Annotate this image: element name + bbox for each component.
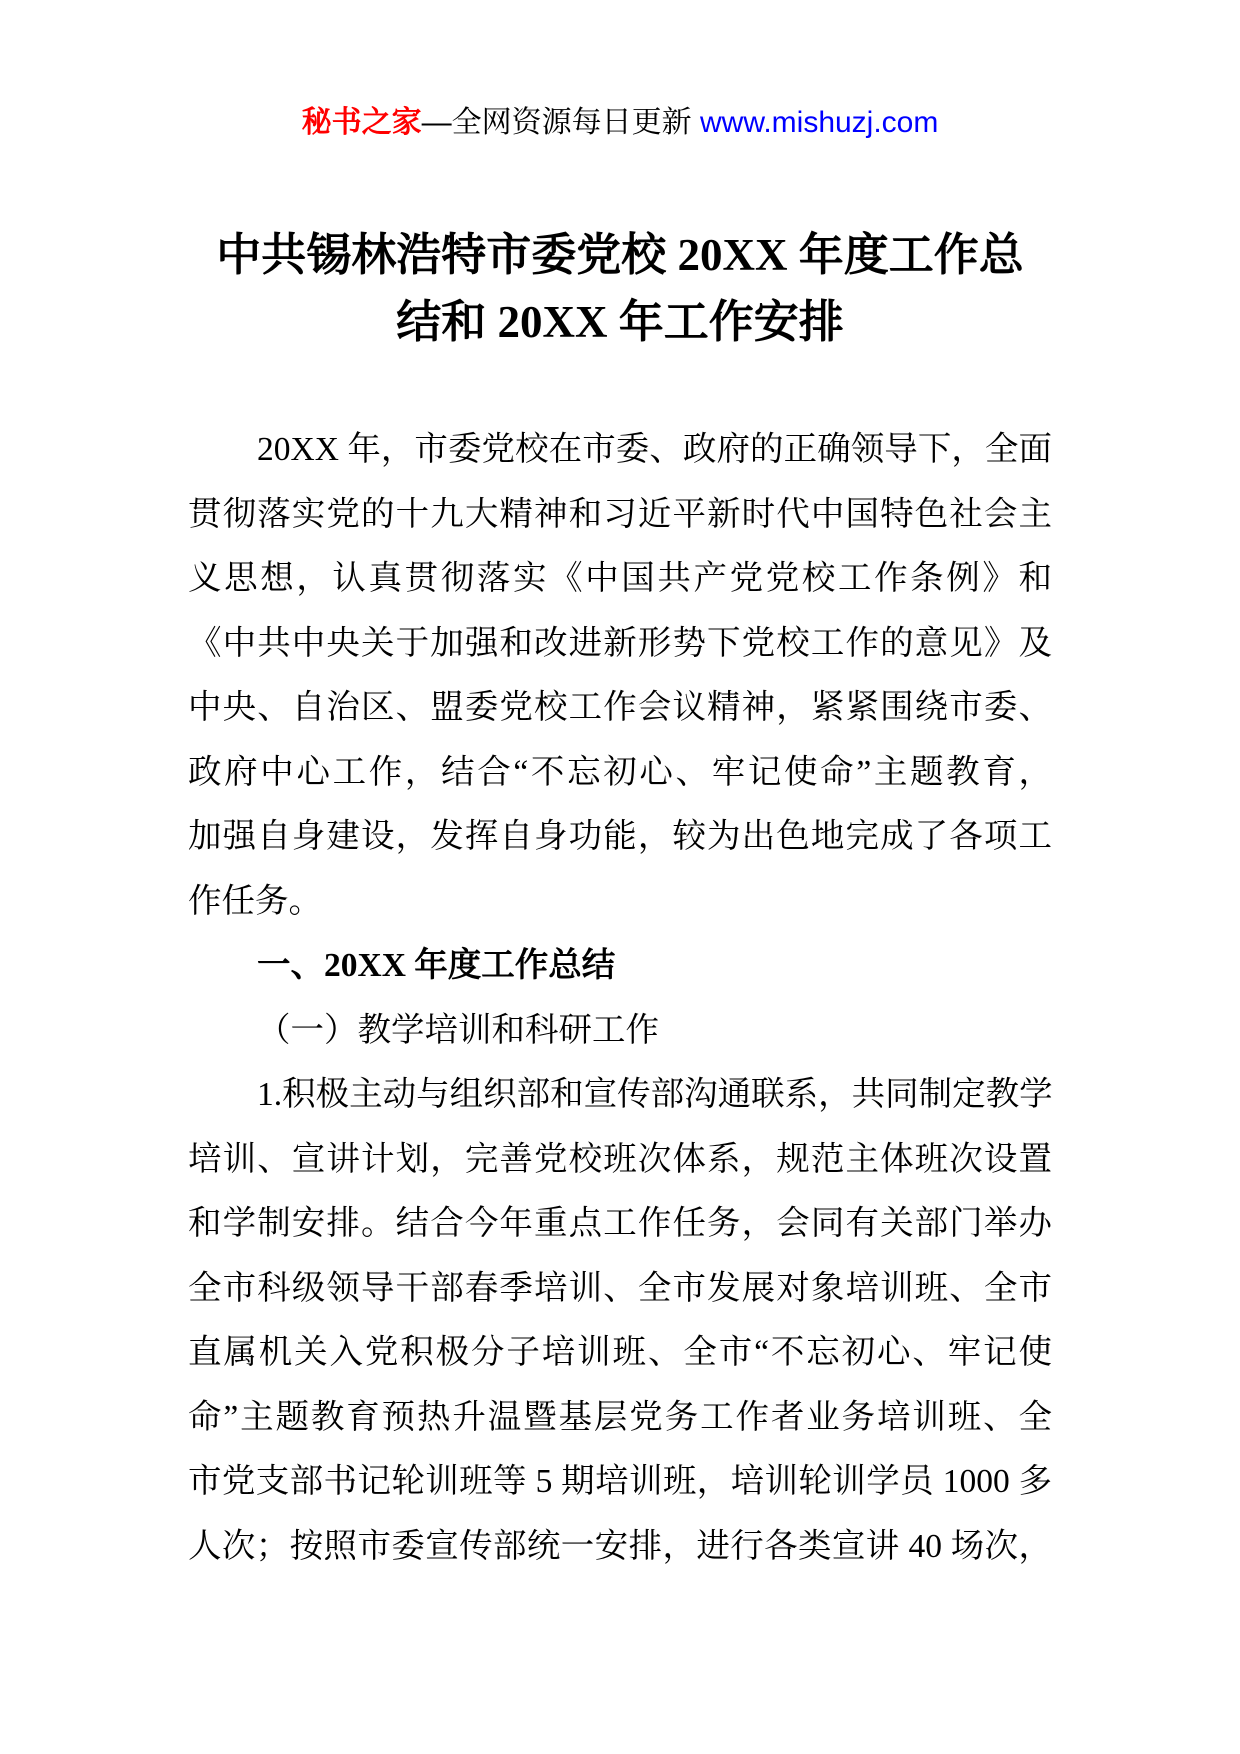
paragraph-line: 中央、自治区、盟委党校工作会议精神，紧紧围绕市委、 (188, 689, 1052, 726)
paragraph-line: 义思想，认真贯彻落实《中国共产党党校工作条例》和 (188, 560, 1052, 597)
title-line: 中共锡林浩特市委党校 20XX 年度工作总 (216, 230, 1024, 280)
item-paragraph (188, 1063, 1052, 1579)
document-title (150, 222, 1090, 356)
paragraph-line: 和学制安排。结合今年重点工作任务，会同有关部门举办 (188, 1205, 1052, 1242)
paragraph-line: 政府中心工作，结合“不忘初心、牢记使命”主题教育， (188, 753, 1052, 791)
subsection-heading: （一）教学培训和科研工作 (257, 1011, 659, 1049)
header-url: www.mishuzj.com (699, 106, 939, 139)
paragraph-line: 直属机关入党积极分子培训班、全市“不忘初心、牢记使 (188, 1334, 1052, 1371)
paragraph-line: 贯彻落实党的十九大精神和习近平新时代中国特色社会主 (188, 495, 1052, 533)
header-tagline: —全网资源每日更新 (421, 106, 700, 139)
paragraph-line: 人次；按照市委宣传部统一安排，进行各类宣讲 40 场次， (188, 1527, 1052, 1565)
paragraph-line: 《中共中央关于加强和改进新形势下党校工作的意见》及 (188, 624, 1052, 662)
document-header (0, 103, 1240, 143)
paragraph-line: 20XX 年，市委党校在市委、政府的正确领导下，全面 (257, 431, 1052, 468)
document-body (188, 418, 1052, 1579)
section-heading: 一、20XX 年度工作总结 (257, 947, 616, 984)
paragraph-line: 培训、宣讲计划，完善党校班次体系，规范主体班次设置 (188, 1140, 1052, 1178)
paragraph-line: 命”主题教育预热升温暨基层党务工作者业务培训班、全 (188, 1398, 1052, 1436)
paragraph-line: 1.积极主动与组织部和宣传部沟通联系，共同制定教学 (257, 1076, 1053, 1113)
paragraph-line: 加强自身建设，发挥自身功能，较为出色地完成了各项工 (188, 818, 1052, 855)
paragraph-line: 市党支部书记轮训班等 5 期培训班，培训轮训学员 1000 多 (188, 1463, 1052, 1500)
header-brand: 秘书之家 (301, 106, 422, 139)
paragraph-line: 全市科级领导干部春季培训、全市发展对象培训班、全市 (188, 1269, 1052, 1307)
title-line: 结和 20XX 年工作安排 (396, 297, 844, 347)
intro-paragraph (188, 418, 1052, 934)
paragraph-line: 作任务。 (188, 882, 322, 920)
